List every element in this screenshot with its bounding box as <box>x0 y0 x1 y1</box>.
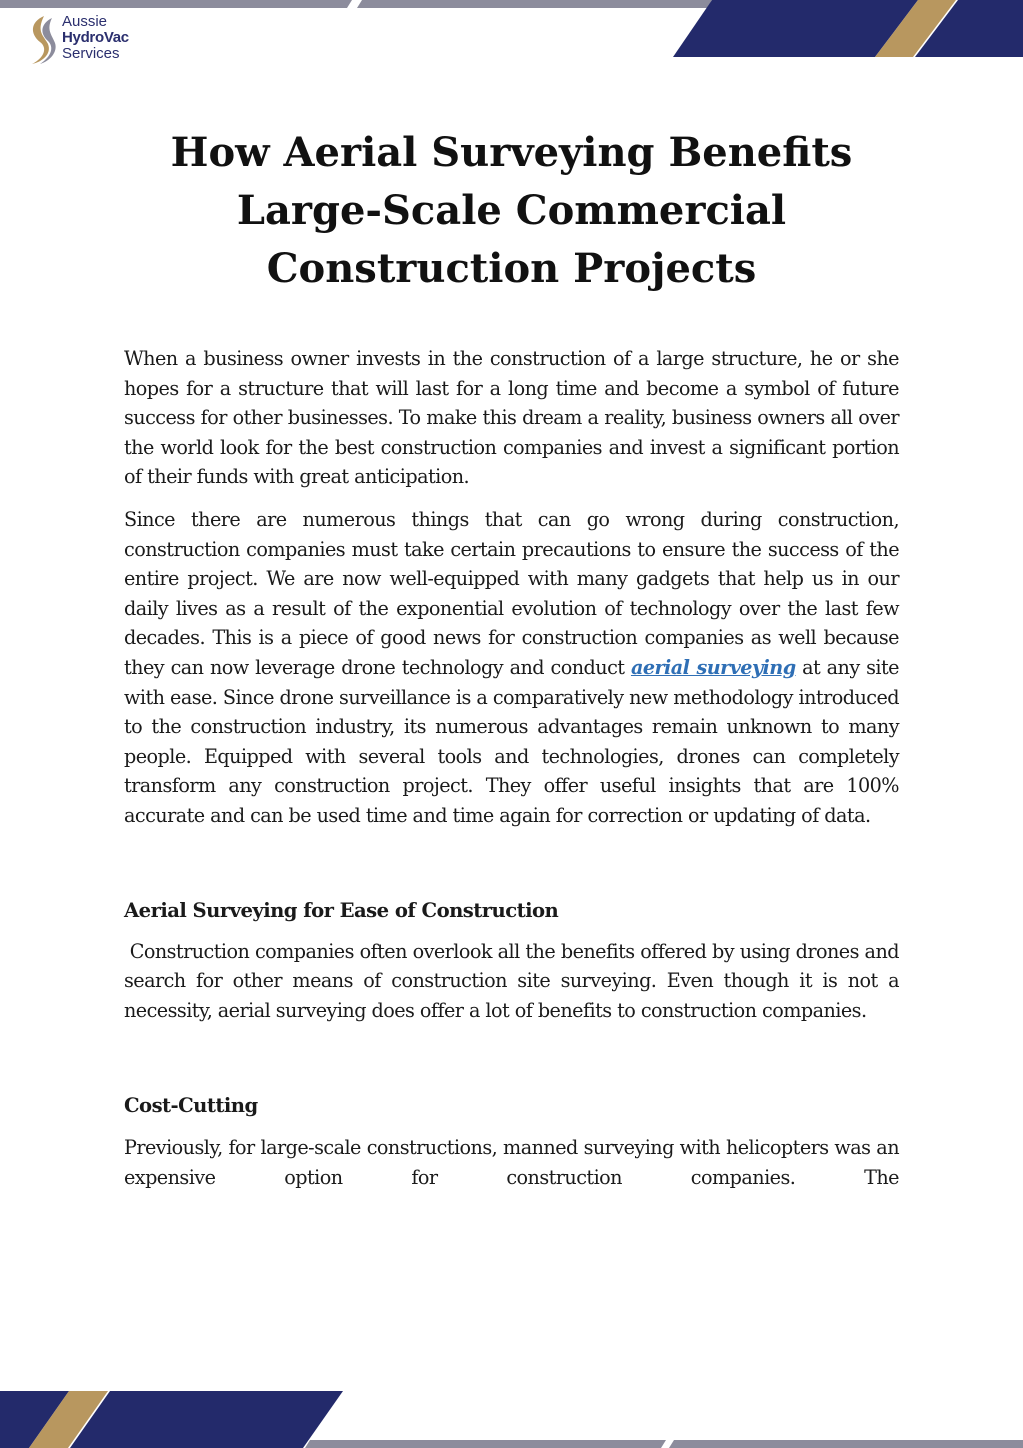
company-logo <box>22 12 152 68</box>
aerial-surveying-link[interactable]: aerial surveying <box>630 655 796 679</box>
top-gray-bar-right <box>357 0 712 8</box>
logo-line-aussie: Aussie <box>62 13 108 30</box>
cost-paragraph: Previously, for large-scale constructions, manned surveying with helicopters was an expensive option for construction companies. The <box>124 1136 899 1189</box>
logo-swoosh-icon <box>22 12 62 68</box>
intro-paragraph: When a business owner invests in the construction of a large structure, he or she hopes for a structure that will last for a long time and become a symbol of future success for other businesses. To make this dream a reality, business owners all over the world look for the best construction companies and invest a significant portion of their funds with great anticipation. <box>124 347 899 489</box>
drone-paragraph-text-start: Since there are numerous things that can go wrong during construction, construction companies must take certain precautions to ensure the success of the entire project. We are now well-equipped with many gadgets that help us in our daily lives as a result of the exponential evolution of technology over the last few decades. This is a piece of good news for construction companies as well because they can now leverage drone technology and conduct <box>124 507 899 679</box>
logo-line-hydrovac: HydroVac <box>62 29 129 46</box>
top-gray-bar-left <box>0 0 352 8</box>
drone-paragraph-text-end: at any site with ease. Since drone surveillance is a comparatively new methodology introduced to the construction industry, its numerous advantages remain unknown to many people. Equipped with several tools and technologies, drones can completely transform any construction project. They offer useful insights that are 100% accurate and can be used time and time again for correction or updating of data. <box>124 655 899 827</box>
page-title: How Aerial Surveying Benefits Large-Scale Commercial Construction Projects <box>170 129 853 292</box>
logo-line-services: Services <box>62 45 120 62</box>
section-heading-ease: Aerial Surveying for Ease of Construction <box>124 898 559 922</box>
logo-wordmark <box>62 14 129 62</box>
article-body <box>124 344 905 1192</box>
bottom-navy-stripe-2 <box>70 1391 343 1448</box>
bottom-gray-bar-left <box>305 1440 666 1448</box>
ease-paragraph: Construction companies often overlook all the benefits offered by using drones and search for other means of construction site surveying. Even though it is not a necessity, aerial surveying does offer a lot of benefits to construction companies. <box>124 939 905 1022</box>
section-heading-cost-cutting: Cost-Cutting <box>124 1094 258 1118</box>
drone-paragraph <box>124 505 899 831</box>
bottom-gray-bar-right <box>669 1440 1023 1448</box>
top-navy-stripe <box>673 0 918 57</box>
